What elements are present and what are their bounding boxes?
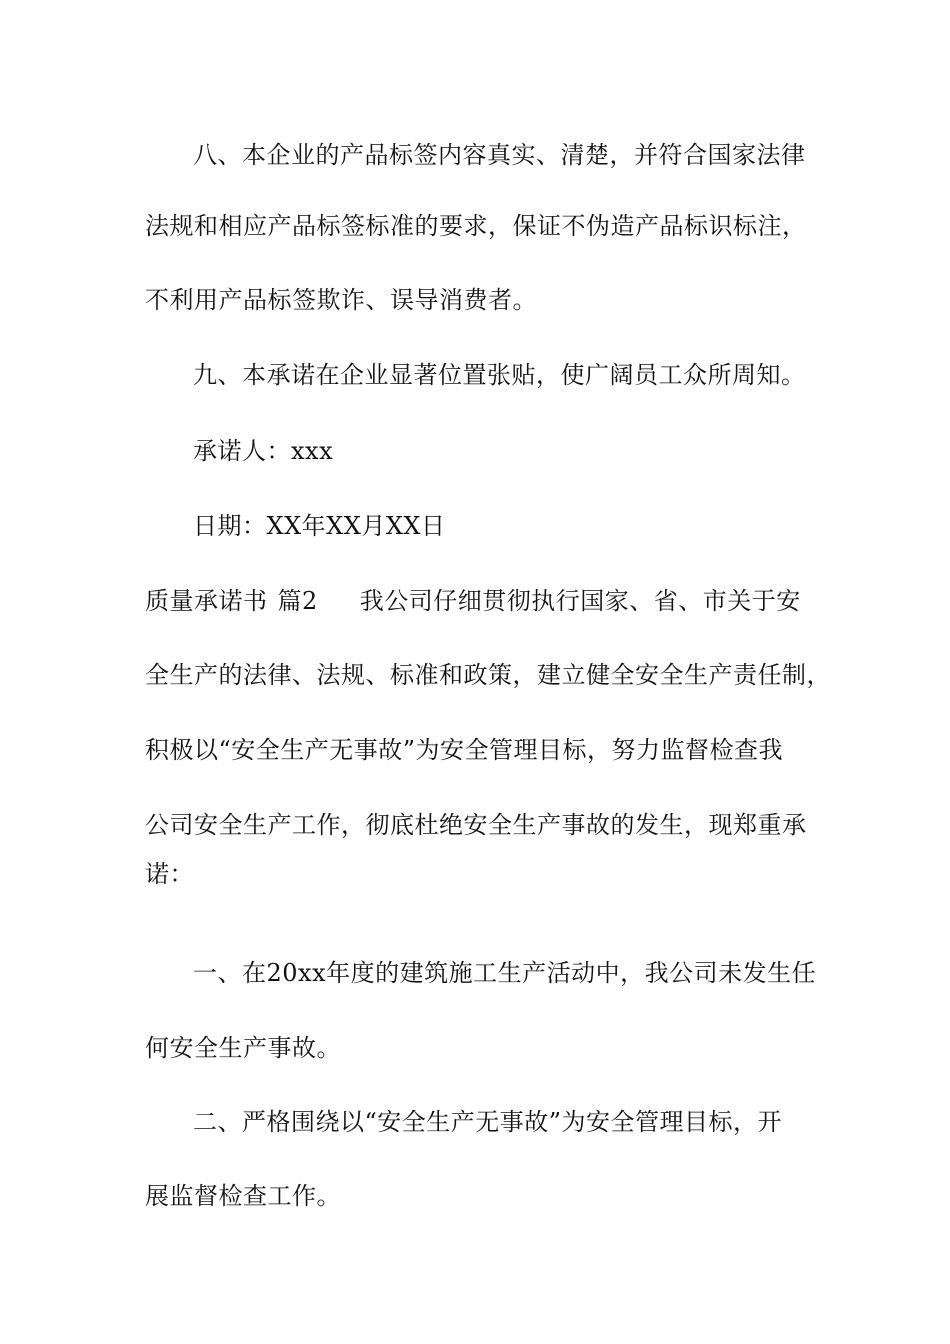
date-line: 日期：XX年XX月XX日: [193, 512, 446, 540]
paragraph-line: 九、本承诺在企业显著位置张贴，使广阔员工众所周知。: [193, 361, 806, 389]
paragraph-line: 一、在20xx年度的建筑施工生产活动中，我公司未发生任: [193, 959, 817, 987]
signer-line: 承诺人：xxx: [193, 437, 334, 465]
section-heading-line: [145, 586, 845, 616]
section-heading-text: 我公司仔细贯彻执行国家、省、市关于安: [359, 587, 801, 615]
paragraph-line: 全生产的法律、法规、标准和政策，建立健全安全生产责任制，: [145, 661, 831, 689]
section-title: 质量承诺书: [145, 587, 268, 615]
paragraph-line: 法规和相应产品标签标准的要求，保证不伪造产品标识标注，: [145, 212, 807, 240]
paragraph-line: 展监督检查工作。: [145, 1182, 341, 1210]
paragraph-line: 不利用产品标签欺诈、误导消费者。: [145, 286, 537, 314]
paragraph-line: 八、本企业的产品标签内容真实、清楚，并符合国家法律: [193, 141, 806, 169]
paragraph-line: 公司安全生产工作，彻底杜绝安全生产事故的发生，现郑重承: [145, 811, 807, 839]
paragraph-line: 二、严格围绕以“安全生产无事故”为安全管理目标，开: [193, 1108, 783, 1136]
paragraph-line: 何安全生产事故。: [145, 1034, 341, 1062]
paragraph-line: 诺：: [145, 860, 194, 888]
paragraph-line: 积极以“安全生产无事故”为安全管理目标，努力监督检查我: [145, 736, 784, 764]
section-part: 篇2: [277, 587, 318, 615]
